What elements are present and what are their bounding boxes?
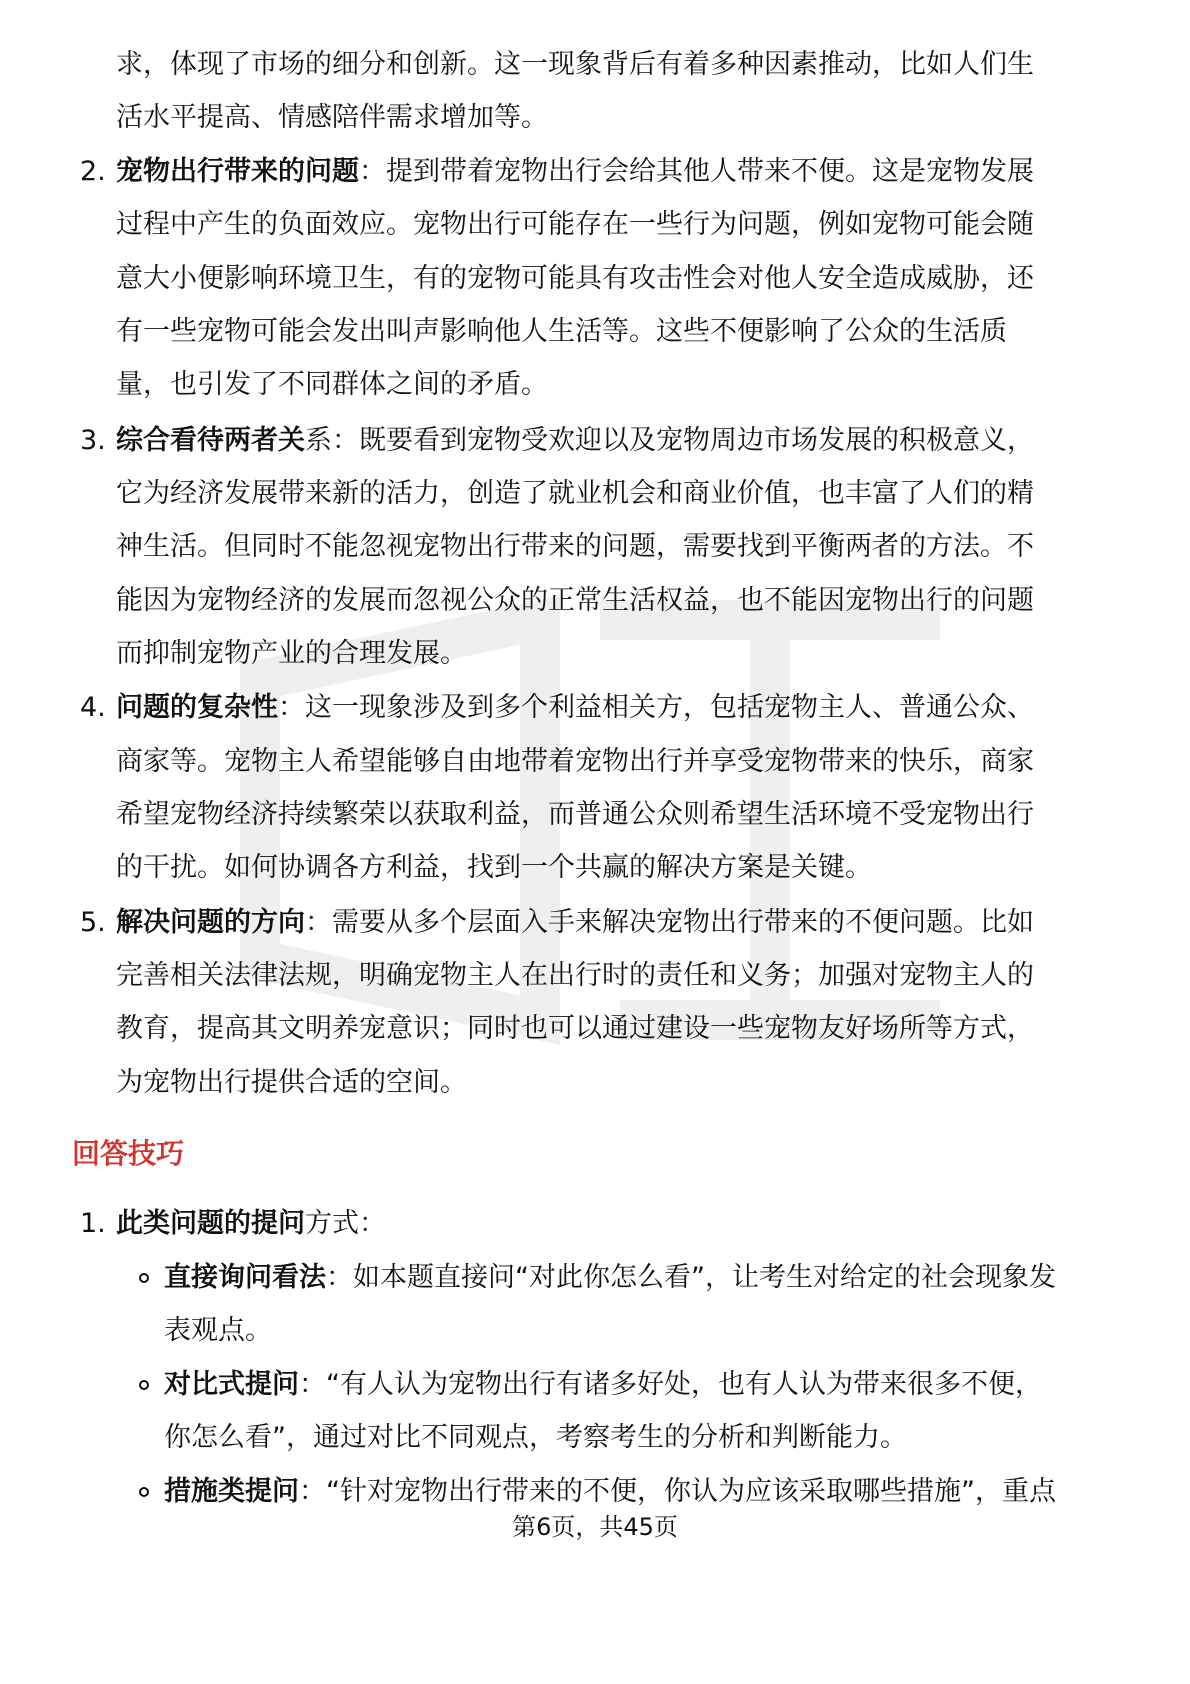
bullet-circle-icon bbox=[139, 1273, 149, 1283]
bullet-item-text: ：“有人认为宠物出行有诸多好处，也有人认为带来很多不便， bbox=[299, 1369, 1042, 1400]
paragraph-line: 商家等。宠物主人希望能够自由地带着宠物出行并享受宠物带来的快乐，商家 bbox=[116, 746, 1034, 777]
bullet-item-title: 措施类提问 bbox=[164, 1476, 299, 1507]
bullet-circle-icon bbox=[139, 1380, 149, 1390]
list-item-first-line bbox=[116, 691, 1034, 725]
list-item-title: 宠物出行带来的问题 bbox=[116, 156, 359, 187]
list-item-title: 此类问题的提问 bbox=[116, 1208, 305, 1239]
bullet-circle-icon bbox=[139, 1487, 149, 1497]
paragraph-line: 你怎么看”，通过对比不同观点，考察考生的分析和判断能力。 bbox=[164, 1422, 907, 1453]
bullet-item-title: 直接询问看法 bbox=[164, 1262, 326, 1293]
list-item-first-line bbox=[116, 424, 1034, 458]
paragraph-line: 量，也引发了不同群体之间的矛盾。 bbox=[116, 369, 548, 400]
list-item-title-tail: 系 bbox=[305, 425, 332, 456]
list-item-text: ：既要看到宠物受欢迎以及宠物周边市场发展的积极意义， bbox=[332, 425, 1034, 456]
list-item-text: 方式： bbox=[305, 1208, 386, 1239]
paragraph-line: 希望宠物经济持续繁荣以获取利益，而普通公众则希望生活环境不受宠物出行 bbox=[116, 799, 1034, 830]
list-number: 2. bbox=[80, 156, 106, 187]
paragraph-line: 求，体现了市场的细分和创新。这一现象背后有着多种因素推动，比如人们生 bbox=[116, 49, 1034, 80]
bullet-item-first-line bbox=[164, 1368, 1042, 1402]
paragraph-line: 意大小便影响环境卫生，有的宠物可能具有攻击性会对他人安全造成威胁，还 bbox=[116, 263, 1034, 294]
list-number: 4. bbox=[80, 692, 106, 723]
bullet-item-first-line bbox=[164, 1261, 1056, 1295]
paragraph-line: 有一些宠物可能会发出叫声影响他人生活等。这些不便影响了公众的生活质 bbox=[116, 316, 1007, 347]
list-item-first-line bbox=[116, 1207, 386, 1241]
list-number: 3. bbox=[80, 425, 106, 456]
paragraph-line: 而抑制宠物产业的合理发展。 bbox=[116, 638, 467, 669]
paragraph-line: 活水平提高、情感陪伴需求增加等。 bbox=[116, 102, 548, 133]
bullet-item-text: ：“针对宠物出行带来的不便，你认为应该采取哪些措施”，重点 bbox=[299, 1476, 1056, 1507]
list-item-title: 解决问题的方向 bbox=[116, 907, 305, 938]
list-item-text: ：这一现象涉及到多个利益相关方，包括宠物主人、普通公众、 bbox=[278, 692, 1034, 723]
paragraph-line: 能因为宠物经济的发展而忽视公众的正常生活权益，也不能因宠物出行的问题 bbox=[116, 585, 1034, 616]
list-item-title: 问题的复杂性 bbox=[116, 692, 278, 723]
list-item-first-line bbox=[116, 906, 1034, 940]
bullet-item-text: ：如本题直接问“对此你怎么看”，让考生对给定的社会现象发 bbox=[326, 1262, 1056, 1293]
paragraph-line: 的干扰。如何协调各方利益，找到一个共赢的解决方案是关键。 bbox=[116, 852, 872, 883]
paragraph-line: 完善相关法律法规，明确宠物主人在出行时的责任和义务；加强对宠物主人的 bbox=[116, 960, 1034, 991]
bullet-item-title: 对比式提问 bbox=[164, 1369, 299, 1400]
list-item-first-line bbox=[116, 155, 1034, 189]
section-heading: 回答技巧 bbox=[72, 1137, 185, 1170]
bullet-item-first-line bbox=[164, 1475, 1056, 1509]
list-item-title: 综合看待两者关 bbox=[116, 425, 305, 456]
paragraph-line: 过程中产生的负面效应。宠物出行可能存在一些行为问题，例如宠物可能会随 bbox=[116, 209, 1034, 240]
list-number: 5. bbox=[80, 907, 106, 938]
list-item-text: ：需要从多个层面入手来解决宠物出行带来的不便问题。比如 bbox=[305, 907, 1034, 938]
paragraph-line: 表观点。 bbox=[164, 1315, 272, 1346]
list-item-text: ：提到带着宠物出行会给其他人带来不便。这是宠物发展 bbox=[359, 156, 1034, 187]
list-number: 1. bbox=[80, 1208, 106, 1239]
paragraph-line: 教育，提高其文明养宠意识；同时也可以通过建设一些宠物友好场所等方式， bbox=[116, 1013, 1034, 1044]
paragraph-line: 它为经济发展带来新的活力，创造了就业机会和商业价值，也丰富了人们的精 bbox=[116, 478, 1034, 509]
page-number-footer: 第6页，共45页 bbox=[512, 1513, 678, 1541]
paragraph-line: 神生活。但同时不能忽视宠物出行带来的问题，需要找到平衡两者的方法。不 bbox=[116, 531, 1034, 562]
paragraph-line: 为宠物出行提供合适的空间。 bbox=[116, 1067, 467, 1098]
